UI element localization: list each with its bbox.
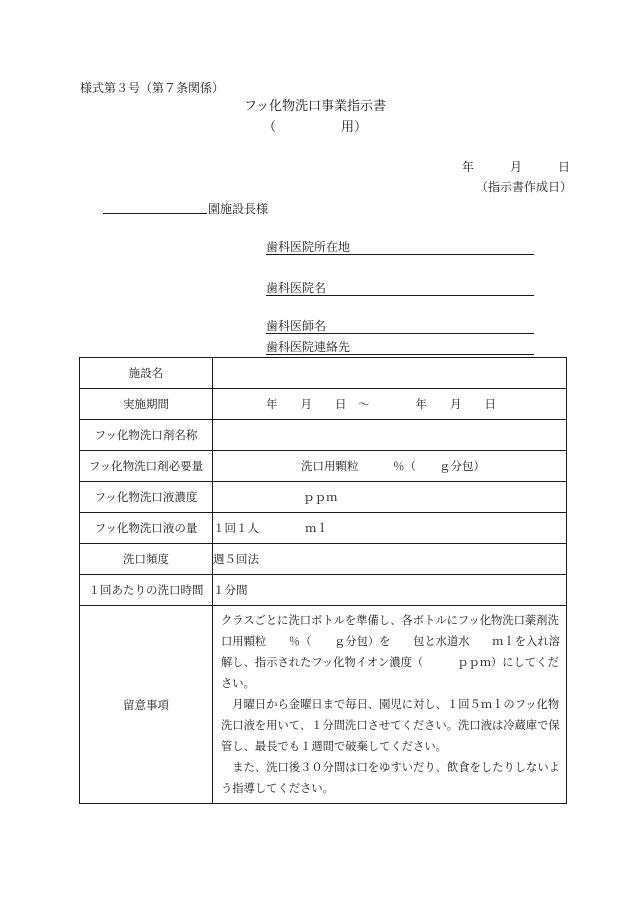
row-label: フッ化物洗口液の量 [80,513,213,544]
addressee: 園施設長様 [208,202,269,216]
table-row [80,482,567,513]
clinic-address-label: 歯科医院所在地 [266,240,351,254]
row-label: フッ化物洗口液濃度 [80,482,213,513]
table-row [80,389,567,420]
document-subtitle: （ 用） [262,120,367,135]
row-value: １回１人 ｍｌ [213,513,567,544]
row-value [213,420,567,451]
addressee-blank-line [103,213,207,214]
row-value: １分間 [213,575,567,606]
table-row [80,358,567,389]
clinic-contact-field [266,340,534,355]
row-label: 施設名 [80,358,213,389]
clinic-name-field [266,281,534,296]
row-label: フッ化物洗口剤必要量 [80,451,213,482]
table-row [80,544,567,575]
creation-date: 年 月 日 [462,160,571,174]
clinic-contact-label: 歯科医院連絡先 [266,340,351,354]
document-title: フッ化物洗口事業指示書 [243,99,387,114]
clinic-name-label: 歯科医院名 [266,281,327,295]
row-value: ｐｐｍ [213,482,567,513]
notes-paragraph: クラスごとに洗口ボトルを準備し、各ボトルにフッ化物洗口薬剤洗口用顆粒 ％（ ｇ分包）を 包と水道水 ｍｌを入れ溶解し、指示されたフッ化物イオン濃度（ ｐｐｍ）にしてください。 [221,614,560,690]
notes-paragraph: また、洗口後３０分間は口をゆすいだり、飲食をしたりしないよう指導してください。 [221,761,560,795]
row-label: 洗口頻度 [80,544,213,575]
row-label: 実施期間 [80,389,213,420]
table-row [80,451,567,482]
table-row [80,575,567,606]
row-value: 年 月 日 〜 年 月 日 [213,389,567,420]
clinic-address-field [266,240,534,255]
notes-label: 留意事項 [80,606,213,804]
row-label: １回あたりの洗口時間 [80,575,213,606]
notes-paragraph: 月曜日から金曜日まで毎日、園児に対し、１回５ｍｌのフッ化物洗口液を用いて、１分間洗口させてください。洗口液は冷蔵庫で保管し、最長でも１週間で破棄してください。 [221,698,560,753]
dentist-name-label: 歯科医師名 [266,319,327,333]
row-label: フッ化物洗口剤名称 [80,420,213,451]
creation-date-note: （指示書作成日） [476,180,573,194]
row-value [213,358,567,389]
notes-content [213,606,567,804]
form-number: 様式第３号（第７条関係） [80,81,225,95]
row-value: 洗口用顆粒 ％（ ｇ分包） [213,451,567,482]
dentist-name-field [266,319,534,334]
instruction-table [79,357,567,804]
notes-row [80,606,567,804]
table-row [80,513,567,544]
table-row [80,420,567,451]
row-value: 週５回法 [213,544,567,575]
